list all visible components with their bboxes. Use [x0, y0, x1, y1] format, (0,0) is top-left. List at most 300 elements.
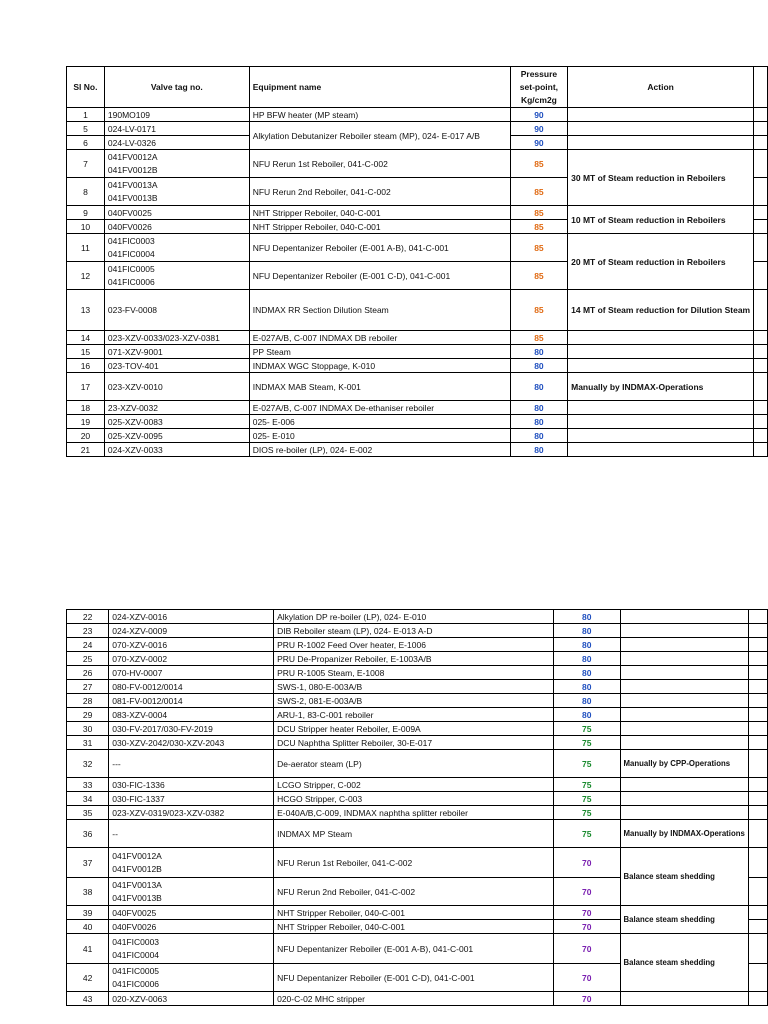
action-cell [568, 345, 754, 359]
valve-table-part-1 [66, 66, 768, 457]
pressure-set-point-cell: 80 [510, 359, 567, 373]
action-cell [620, 708, 748, 722]
next-column-edge [754, 290, 768, 331]
next-column-edge [754, 262, 768, 290]
valve-tag-cell [109, 680, 274, 694]
action-cell [620, 638, 748, 652]
pressure-set-point-cell: 70 [553, 992, 620, 1006]
header-action: Action [568, 67, 754, 108]
next-column-edge [754, 331, 768, 345]
valve-tag: 041FIC0004 [107, 248, 155, 259]
pressure-set-point-cell: 85 [510, 206, 567, 220]
valve-tag-cell [109, 736, 274, 750]
valve-tag-cell [109, 694, 274, 708]
valve-tag: 041FV0013A [112, 879, 162, 890]
valve-tag-cell [104, 359, 249, 373]
action-cell: 14 MT of Steam reduction for Dilution Steam [568, 290, 754, 331]
pressure-set-point-cell: 80 [553, 652, 620, 666]
valve-tag: 190MO109 [107, 109, 150, 120]
valve-tag: 024-XZV-0016 [112, 611, 168, 622]
table-row [67, 792, 768, 806]
pressure-set-point-cell: 75 [553, 778, 620, 792]
valve-tag: 041FV0012B [107, 164, 158, 175]
equipment-name-cell: NFU Depentanizer Reboiler (E-001 C-D), 041-C-001 [274, 964, 554, 992]
sl-no-cell: 17 [67, 373, 105, 401]
valve-tag-cell [109, 878, 274, 906]
pressure-set-point-cell: 80 [553, 666, 620, 680]
action-cell: 20 MT of Steam reduction in Reboilers [568, 234, 754, 290]
header-sl-no: Sl No. [67, 67, 105, 108]
sl-no-cell: 33 [67, 778, 109, 792]
equipment-name-cell: 025- E-006 [249, 415, 510, 429]
table-row [67, 150, 768, 178]
sl-no-cell: 40 [67, 920, 109, 934]
table-row [67, 638, 768, 652]
equipment-name-cell: PRU De-Propanizer Reboiler, E-1003A/B [274, 652, 554, 666]
valve-tag-cell [104, 345, 249, 359]
sl-no-cell: 14 [67, 331, 105, 345]
valve-tag: 041FIC0006 [107, 276, 155, 287]
next-column-edge [748, 750, 767, 778]
pressure-set-point-cell: 75 [553, 820, 620, 848]
valve-tag-cell [109, 964, 274, 992]
next-column-edge [748, 722, 767, 736]
action-cell [568, 443, 754, 457]
table-row [67, 694, 768, 708]
table-row [67, 652, 768, 666]
valve-tag-cell [109, 848, 274, 878]
valve-tag-cell [104, 401, 249, 415]
table-row [67, 680, 768, 694]
valve-tag: 030-FV-2017/030-FV-2019 [112, 723, 213, 734]
pressure-set-point-cell: 70 [553, 906, 620, 920]
table-row [67, 906, 768, 920]
valve-tag: 041FV0012A [112, 850, 162, 861]
valve-tag: -- [112, 828, 118, 839]
valve-tag: 023-XZV-0010 [107, 381, 163, 392]
pressure-set-point-cell: 80 [553, 694, 620, 708]
valve-tag-cell [109, 934, 274, 964]
sl-no-cell: 1 [67, 108, 105, 122]
table-row [67, 443, 768, 457]
next-column-edge [748, 820, 767, 848]
header-valve-tag: Valve tag no. [104, 67, 249, 108]
equipment-name-cell: HP BFW heater (MP steam) [249, 108, 510, 122]
action-cell: 30 MT of Steam reduction in Reboilers [568, 150, 754, 206]
sl-no-cell: 37 [67, 848, 109, 878]
valve-tag-cell [109, 750, 274, 778]
valve-tag-cell [104, 415, 249, 429]
valve-tag: 041FIC0004 [112, 949, 160, 960]
equipment-name-cell: E-027A/B, C-007 INDMAX De-ethaniser reboiler [249, 401, 510, 415]
equipment-name-cell: NFU Depentanizer Reboiler (E-001 C-D), 041-C-001 [249, 262, 510, 290]
equipment-name-cell: De-aerator steam (LP) [274, 750, 554, 778]
equipment-name-cell: INDMAX WGC Stoppage, K-010 [249, 359, 510, 373]
next-column-edge [748, 666, 767, 680]
pressure-set-point-cell: 80 [510, 373, 567, 401]
table-row [67, 206, 768, 220]
valve-tag: 025-XZV-0083 [107, 416, 163, 427]
table-row [67, 736, 768, 750]
pressure-set-point-cell: 75 [553, 722, 620, 736]
next-column-edge [754, 234, 768, 262]
sl-no-cell: 15 [67, 345, 105, 359]
valve-tag: 070-XZV-0016 [112, 639, 168, 650]
header-equipment: Equipment name [249, 67, 510, 108]
valve-tag-cell [104, 150, 249, 178]
valve-tag: 071-XZV-9001 [107, 346, 163, 357]
equipment-name-cell: SWS-2, 081-E-003A/B [274, 694, 554, 708]
sl-no-cell: 26 [67, 666, 109, 680]
header-next-column-edge [754, 67, 768, 108]
table-row [67, 820, 768, 848]
action-cell: Balance steam shedding [620, 906, 748, 934]
pressure-set-point-cell: 80 [553, 680, 620, 694]
sl-no-cell: 29 [67, 708, 109, 722]
valve-tag: 020-XZV-0063 [112, 993, 168, 1004]
valve-tag: 040FV0026 [107, 221, 152, 232]
next-column-edge [748, 792, 767, 806]
valve-tag-cell [109, 992, 274, 1006]
action-cell [620, 722, 748, 736]
table-row [67, 708, 768, 722]
action-cell [568, 401, 754, 415]
sl-no-cell: 28 [67, 694, 109, 708]
pressure-set-point-cell: 80 [510, 415, 567, 429]
sl-no-cell: 32 [67, 750, 109, 778]
action-cell: 10 MT of Steam reduction in Reboilers [568, 206, 754, 234]
valve-tag: 041FV0012A [107, 151, 158, 162]
table-row [67, 373, 768, 401]
table-row [67, 359, 768, 373]
valve-tag: 041FIC0003 [107, 235, 155, 246]
pressure-set-point-cell: 85 [510, 234, 567, 262]
equipment-name-cell: NFU Rerun 2nd Reboiler, 041-C-002 [274, 878, 554, 906]
valve-tag: 070-HV-0007 [112, 667, 163, 678]
action-cell [568, 122, 754, 136]
equipment-name-cell: NFU Rerun 1st Reboiler, 041-C-002 [274, 848, 554, 878]
valve-tag: 083-XZV-0004 [112, 709, 168, 720]
next-column-edge [754, 429, 768, 443]
valve-tag: 040FV0025 [112, 907, 157, 918]
sl-no-cell: 24 [67, 638, 109, 652]
sl-no-cell: 8 [67, 178, 105, 206]
valve-tag-cell [104, 220, 249, 234]
valve-tag-cell [104, 373, 249, 401]
table-row [67, 750, 768, 778]
action-cell [568, 108, 754, 122]
table-row [67, 610, 768, 624]
pressure-set-point-cell: 90 [510, 108, 567, 122]
sl-no-cell: 5 [67, 122, 105, 136]
valve-tag-cell [104, 234, 249, 262]
equipment-name-cell: NFU Depentanizer Reboiler (E-001 A-B), 041-C-001 [249, 234, 510, 262]
equipment-name-cell: NHT Stripper Reboiler, 040-C-001 [274, 906, 554, 920]
equipment-name-cell: NHT Stripper Reboiler, 040-C-001 [274, 920, 554, 934]
action-cell [568, 429, 754, 443]
table-row [67, 722, 768, 736]
action-cell [620, 610, 748, 624]
valve-tag-cell [109, 708, 274, 722]
next-column-edge [754, 136, 768, 150]
valve-tag-cell [104, 178, 249, 206]
pressure-set-point-cell: 90 [510, 122, 567, 136]
valve-tag-cell [104, 262, 249, 290]
next-column-edge [754, 373, 768, 401]
valve-tag-cell [104, 108, 249, 122]
sl-no-cell: 42 [67, 964, 109, 992]
pressure-set-point-cell: 80 [553, 638, 620, 652]
pressure-set-point-cell: 80 [510, 345, 567, 359]
action-cell [620, 624, 748, 638]
valve-tag: 023-FV-0008 [107, 305, 158, 315]
action-cell [568, 331, 754, 345]
next-column-edge [748, 638, 767, 652]
pressure-set-point-cell: 80 [510, 443, 567, 457]
action-cell: Manually by INDMAX-Operations [568, 373, 754, 401]
pressure-set-point-cell: 85 [510, 150, 567, 178]
valve-tag: 040FV0026 [112, 921, 157, 932]
equipment-name-cell: NFU Rerun 2nd Reboiler, 041-C-002 [249, 178, 510, 206]
sl-no-cell: 43 [67, 992, 109, 1006]
next-column-edge [754, 150, 768, 178]
valve-tag-cell [104, 443, 249, 457]
next-column-edge [748, 736, 767, 750]
equipment-name-cell: INDMAX RR Section Dilution Steam [249, 290, 510, 331]
valve-tag: 030-XZV-2042/030-XZV-2043 [112, 737, 225, 748]
table-row [67, 415, 768, 429]
next-column-edge [748, 906, 767, 920]
valve-tag: 024-LV-0326 [107, 137, 156, 148]
pressure-set-point-cell: 85 [510, 178, 567, 206]
valve-tag: 070-XZV-0002 [112, 653, 168, 664]
next-column-edge [754, 108, 768, 122]
valve-tag-cell [104, 122, 249, 136]
valve-tag-cell [109, 778, 274, 792]
valve-tag: 024-LV-0171 [107, 123, 156, 134]
next-column-edge [748, 778, 767, 792]
sl-no-cell: 20 [67, 429, 105, 443]
valve-tag-cell [109, 722, 274, 736]
sl-no-cell: 39 [67, 906, 109, 920]
next-column-edge [748, 680, 767, 694]
pressure-set-point-cell: 80 [553, 708, 620, 722]
sl-no-cell: 34 [67, 792, 109, 806]
sl-no-cell: 6 [67, 136, 105, 150]
sl-no-cell: 9 [67, 206, 105, 220]
next-column-edge [754, 220, 768, 234]
valve-tag-cell [104, 206, 249, 220]
equipment-name-cell: PP Steam [249, 345, 510, 359]
sl-no-cell: 7 [67, 150, 105, 178]
table-row [67, 122, 768, 136]
valve-tag-cell [109, 624, 274, 638]
valve-tag: 081-FV-0012/0014 [112, 695, 183, 706]
action-cell: Balance steam shedding [620, 848, 748, 906]
valve-tag: 041FIC0005 [112, 965, 160, 976]
sl-no-cell: 18 [67, 401, 105, 415]
action-cell: Manually by INDMAX-Operations [620, 820, 748, 848]
action-cell [620, 792, 748, 806]
equipment-name-cell: NFU Depentanizer Reboiler (E-001 A-B), 041-C-001 [274, 934, 554, 964]
table-row [67, 992, 768, 1006]
valve-tag-cell [109, 638, 274, 652]
pressure-set-point-cell: 70 [553, 848, 620, 878]
table-row [67, 666, 768, 680]
equipment-name-cell: E-040A/B,C-009, INDMAX naphtha splitter reboiler [274, 806, 554, 820]
next-column-edge [748, 806, 767, 820]
pressure-set-point-cell: 80 [510, 401, 567, 415]
next-column-edge [748, 708, 767, 722]
valve-table-part-2 [66, 609, 768, 1006]
table-row [67, 429, 768, 443]
table-row [67, 624, 768, 638]
equipment-name-cell: SWS-1, 080-E-003A/B [274, 680, 554, 694]
sl-no-cell: 22 [67, 610, 109, 624]
equipment-name-cell: INDMAX MP Steam [274, 820, 554, 848]
next-column-edge [754, 415, 768, 429]
next-column-edge [754, 401, 768, 415]
valve-tag: 023-TOV-401 [107, 360, 159, 371]
equipment-name-cell: INDMAX MAB Steam, K-001 [249, 373, 510, 401]
sl-no-cell: 27 [67, 680, 109, 694]
next-column-edge [748, 964, 767, 992]
valve-tag: 041FIC0005 [107, 263, 155, 274]
next-column-edge [748, 992, 767, 1006]
pressure-set-point-cell: 80 [553, 610, 620, 624]
valve-tag-cell [109, 652, 274, 666]
next-column-edge [754, 178, 768, 206]
next-column-edge [748, 624, 767, 638]
action-cell [620, 806, 748, 820]
table-row [67, 234, 768, 262]
pressure-set-point-cell: 75 [553, 806, 620, 820]
table-row [67, 331, 768, 345]
table-row [67, 345, 768, 359]
equipment-name-cell: 025- E-010 [249, 429, 510, 443]
valve-tag-cell [109, 906, 274, 920]
sl-no-cell: 12 [67, 262, 105, 290]
valve-tag: 030-FIC-1336 [112, 779, 165, 790]
next-column-edge [754, 443, 768, 457]
valve-tag: 040FV0025 [107, 207, 152, 218]
sl-no-cell: 23 [67, 624, 109, 638]
equipment-name-cell: PRU R-1002 Feed Over heater, E-1006 [274, 638, 554, 652]
action-cell: Balance steam shedding [620, 934, 748, 992]
action-cell [620, 680, 748, 694]
table-row [67, 806, 768, 820]
pressure-set-point-cell: 70 [553, 964, 620, 992]
next-column-edge [754, 359, 768, 373]
sl-no-cell: 11 [67, 234, 105, 262]
equipment-name-cell: LCGO Stripper, C-002 [274, 778, 554, 792]
equipment-name-cell: ARU-1, 83-C-001 reboiler [274, 708, 554, 722]
next-column-edge [748, 652, 767, 666]
pressure-set-point-cell: 85 [510, 220, 567, 234]
pressure-set-point-cell: 70 [553, 920, 620, 934]
valve-tag: 041FV0013B [107, 192, 158, 203]
table-row [67, 290, 768, 331]
equipment-name-cell: HCGO Stripper, C-003 [274, 792, 554, 806]
next-column-edge [748, 878, 767, 906]
sl-no-cell: 13 [67, 290, 105, 331]
table-row [67, 108, 768, 122]
sl-no-cell: 16 [67, 359, 105, 373]
valve-tag: 025-XZV-0095 [107, 430, 163, 441]
valve-tag: --- [112, 758, 121, 769]
action-cell [568, 359, 754, 373]
valve-tag-cell [109, 792, 274, 806]
action-cell [620, 736, 748, 750]
pressure-set-point-cell: 75 [553, 792, 620, 806]
equipment-name-cell: Alkylation Debutanizer Reboiler steam (MP), 024- E-017 A/B [249, 122, 510, 150]
valve-tag: 030-FIC-1337 [112, 793, 165, 804]
next-column-edge [754, 206, 768, 220]
valve-tag: 023-XZV-0319/023-XZV-0382 [112, 807, 225, 818]
sl-no-cell: 25 [67, 652, 109, 666]
equipment-name-cell: DCU Naphtha Splitter Reboiler, 30-E-017 [274, 736, 554, 750]
equipment-name-cell: PRU R-1005 Steam, E-1008 [274, 666, 554, 680]
sl-no-cell: 41 [67, 934, 109, 964]
valve-tag: 024-XZV-0033 [107, 444, 163, 455]
equipment-name-cell: Alkylation DP re-boiler (LP), 024- E-010 [274, 610, 554, 624]
pressure-set-point-cell: 80 [553, 624, 620, 638]
equipment-name-cell: 020-C-02 MHC stripper [274, 992, 554, 1006]
action-cell [568, 136, 754, 150]
valve-tag-cell [109, 666, 274, 680]
valve-tag-cell [104, 136, 249, 150]
next-column-edge [754, 122, 768, 136]
sl-no-cell: 10 [67, 220, 105, 234]
valve-tag: 041FV0013B [112, 892, 162, 903]
pressure-set-point-cell: 80 [510, 429, 567, 443]
sl-no-cell: 35 [67, 806, 109, 820]
next-column-edge [748, 610, 767, 624]
header-row [67, 67, 768, 108]
equipment-name-cell: E-027A/B, C-007 INDMAX DB reboiler [249, 331, 510, 345]
valve-tag: 024-XZV-0009 [112, 625, 168, 636]
equipment-name-cell: NHT Stripper Reboiler, 040-C-001 [249, 206, 510, 220]
valve-tag-cell [104, 429, 249, 443]
table-row [67, 934, 768, 964]
valve-tag-cell [109, 610, 274, 624]
valve-tag-cell [109, 820, 274, 848]
next-column-edge [748, 934, 767, 964]
valve-tag-cell [109, 806, 274, 820]
table-row [67, 778, 768, 792]
action-cell [620, 652, 748, 666]
equipment-name-cell: NFU Rerun 1st Reboiler, 041-C-002 [249, 150, 510, 178]
pressure-set-point-cell: 75 [553, 750, 620, 778]
next-column-edge [748, 920, 767, 934]
valve-tag-cell [104, 331, 249, 345]
sl-no-cell: 19 [67, 415, 105, 429]
table-row [67, 401, 768, 415]
pressure-set-point-cell: 90 [510, 136, 567, 150]
action-cell [620, 694, 748, 708]
next-column-edge [748, 848, 767, 878]
pressure-set-point-cell: 85 [510, 262, 567, 290]
action-cell [620, 666, 748, 680]
table-row [67, 848, 768, 878]
pressure-set-point-cell: 85 [510, 290, 567, 331]
valve-tag-cell [104, 290, 249, 331]
valve-tag: 041FV0012B [112, 863, 162, 874]
equipment-name-cell: NHT Stripper Reboiler, 040-C-001 [249, 220, 510, 234]
valve-tag: 041FV0013A [107, 179, 158, 190]
pressure-set-point-cell: 70 [553, 934, 620, 964]
action-cell: Manually by CPP-Operations [620, 750, 748, 778]
